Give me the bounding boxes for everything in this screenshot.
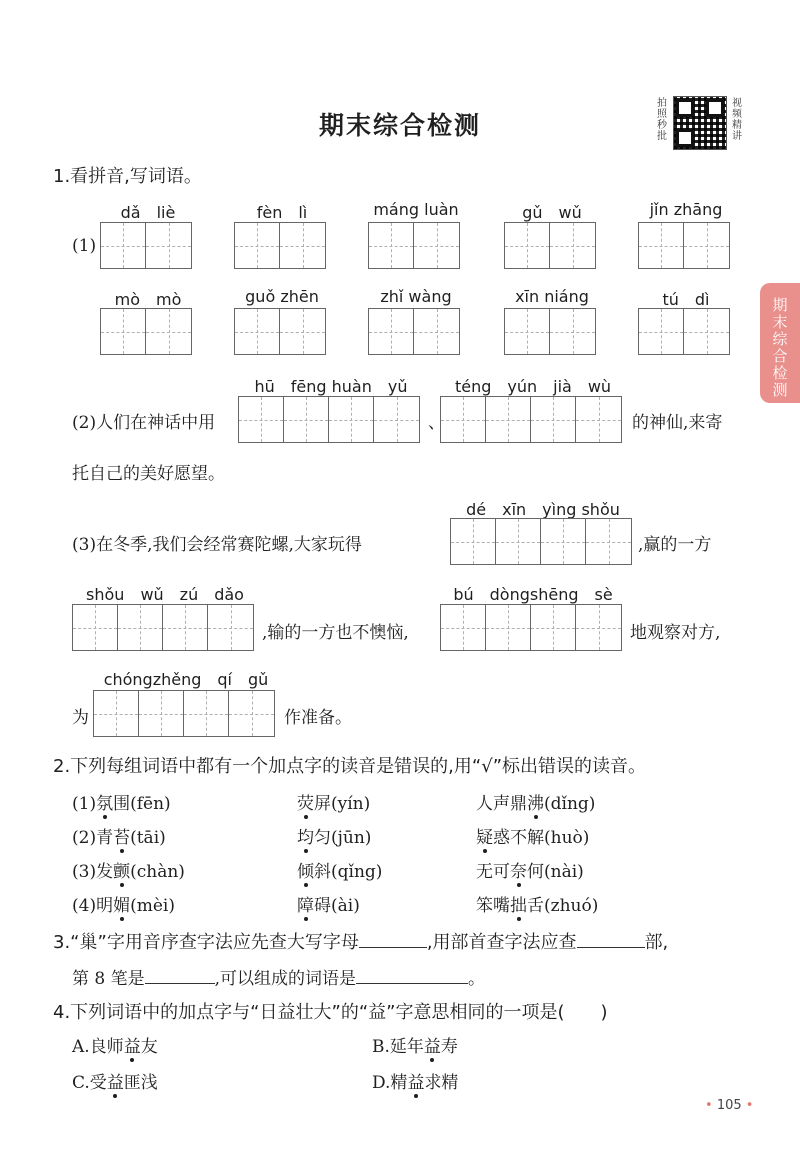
q1-part3-after-c: 地观察对方, [630, 623, 721, 643]
pinyin: guǒ zhēn [245, 287, 319, 306]
pinyin: shǒu wǔ zú dǎo [86, 585, 244, 604]
answer-blank[interactable] [359, 931, 427, 948]
pinyin: fèn lì [256, 203, 308, 222]
writing-grid[interactable] [100, 222, 192, 269]
pinyin: chóngzhěng qí gǔ [103, 670, 269, 689]
writing-grid[interactable] [368, 222, 460, 269]
pinyin: xīn niáng [515, 287, 589, 306]
page-title: 期末综合检测 [318, 111, 481, 140]
q2-item: (1)氛围(fēn) [72, 789, 171, 814]
writing-grid[interactable] [504, 222, 596, 269]
q2-item: 荧屏(yín) [297, 789, 370, 814]
writing-grid[interactable] [504, 308, 596, 355]
writing-grid[interactable] [234, 308, 326, 355]
q1-part2-label: (2)人们在神话中用 [72, 413, 216, 433]
pinyin: hū fēng huàn yǔ [254, 377, 408, 396]
pinyin: mò mò [114, 290, 182, 309]
q2-item: 障碍(ài) [297, 891, 360, 916]
side-tab [760, 283, 800, 403]
pinyin: jǐn zhāng [649, 200, 723, 219]
q4-option-a[interactable]: A.良师益友 [72, 1032, 158, 1057]
q2-item: 均匀(jūn) [297, 823, 371, 848]
q1-part2-after: 的神仙,来寄 [632, 413, 723, 433]
page-number: • 105 • [705, 1098, 754, 1113]
writing-grid[interactable] [638, 308, 730, 355]
writing-grid[interactable] [440, 396, 622, 443]
q4-option-c[interactable]: C.受益匪浅 [72, 1068, 158, 1093]
side-tab-label: 期末综合检测 [772, 296, 788, 399]
q4-option-b[interactable]: B.延年益寿 [372, 1032, 458, 1057]
q2-item: 笨嘴拙舌(zhuó) [476, 891, 598, 916]
answer-blank[interactable] [577, 931, 645, 948]
q2-item: (2)青苔(tāi) [72, 823, 166, 848]
writing-grid[interactable] [638, 222, 730, 269]
writing-grid[interactable] [93, 690, 275, 737]
q2-item: (3)发颤(chàn) [72, 857, 185, 882]
q4-option-d[interactable]: D.精益求精 [372, 1068, 458, 1093]
q1-part1-label: (1) [72, 236, 97, 256]
pinyin: bú dòngshēng sè [453, 585, 613, 604]
q1-part3-after-d: 作准备。 [284, 708, 352, 728]
separator: 、 [428, 413, 445, 433]
q3-line2: 第 8 笔是 ,可以组成的词语是 。 [72, 969, 486, 989]
pinyin: tú dì [662, 290, 710, 309]
writing-grid[interactable] [234, 222, 326, 269]
q2-heading: 2.下列每组词语中都有一个加点字的读音是错误的,用“√”标出错误的读音。 [53, 756, 647, 777]
writing-grid[interactable] [450, 518, 632, 565]
answer-blank[interactable] [356, 967, 468, 984]
pinyin: máng luàn [373, 200, 459, 219]
q1-heading: 1.看拼音,写词语。 [53, 166, 202, 187]
writing-grid[interactable] [368, 308, 460, 355]
q4-heading: 4.下列词语中的加点字与“日益壮大”的“益”字意思相同的一项是( ) [53, 1002, 608, 1023]
writing-grid[interactable] [72, 604, 254, 651]
writing-grid[interactable] [100, 308, 192, 355]
qr-label-left: 拍照秒批 [657, 98, 667, 142]
writing-grid[interactable] [238, 396, 420, 443]
q2-item: 无可奈何(nài) [476, 857, 584, 882]
q2-item: 人声鼎沸(dǐng) [476, 789, 595, 814]
writing-grid[interactable] [440, 604, 622, 651]
q2-item: 倾斜(qǐng) [297, 857, 382, 882]
q3-line1: 3.“巢”字用音序查字法应先查大写字母 ,用部首查字法应查 部, [53, 932, 669, 953]
q1-part3-pre-d: 为 [72, 708, 89, 728]
pinyin: dé xīn yìng shǒu [466, 500, 620, 519]
q2-item: (4)明媚(mèi) [72, 891, 175, 916]
pinyin: zhǐ wàng [380, 287, 452, 306]
q1-part2-line2: 托自己的美好愿望。 [72, 464, 225, 484]
pinyin: dǎ liè [120, 203, 176, 222]
q1-part3-after-b: ,输的一方也不懊恼, [262, 623, 409, 643]
answer-blank[interactable] [145, 967, 215, 984]
q2-item: 疑惑不解(huò) [476, 823, 589, 848]
q1-part3-after-a: ,赢的一方 [638, 535, 712, 555]
pinyin: gǔ wǔ [522, 203, 582, 222]
q1-part3-label: (3)在冬季,我们会经常赛陀螺,大家玩得 [72, 535, 362, 555]
qr-code-icon[interactable] [673, 96, 727, 150]
pinyin: téng yún jià wù [454, 377, 612, 396]
qr-label-right: 视频精讲 [732, 98, 742, 142]
